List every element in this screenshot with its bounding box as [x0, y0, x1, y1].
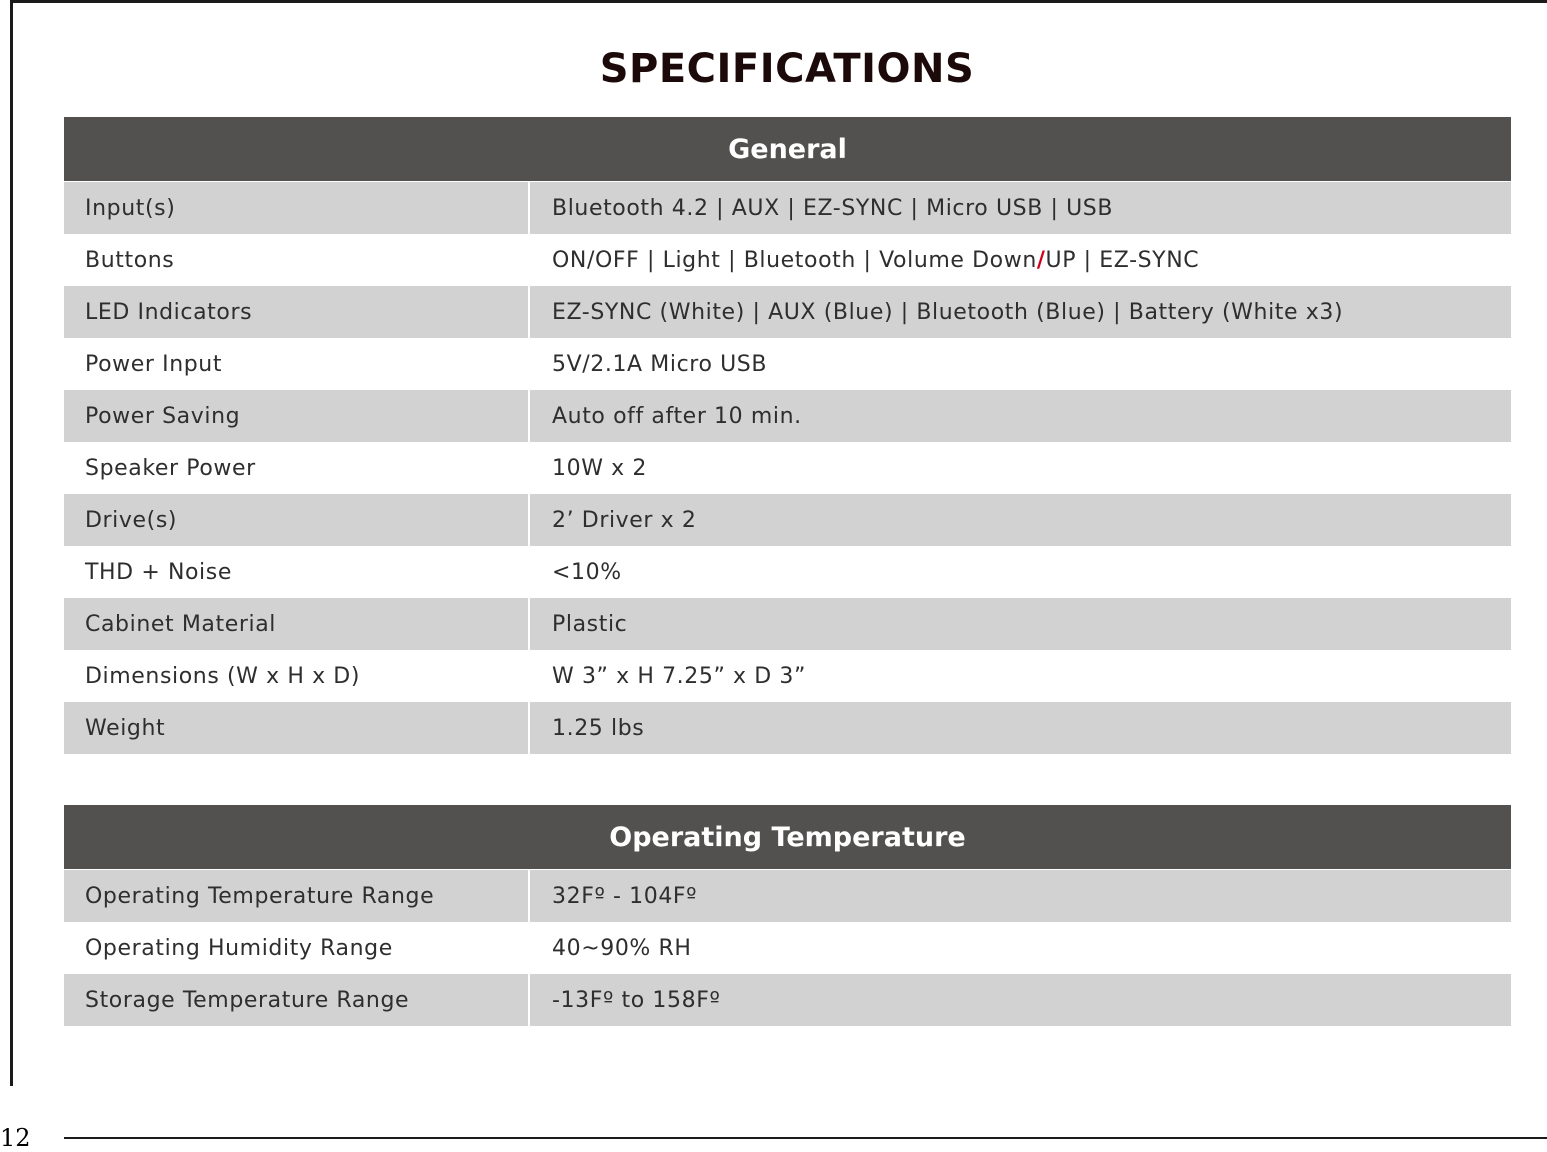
spec-value: 10W x 2 — [552, 455, 647, 481]
operating-temperature-section-header: Operating Temperature — [64, 805, 1511, 870]
page-number: 12 — [0, 1124, 31, 1152]
spec-value: Plastic — [530, 598, 1511, 650]
spec-value: 40~90% RH — [552, 935, 692, 961]
spec-value: 5V/2.1A Micro USB — [552, 351, 768, 377]
spec-row — [64, 974, 1511, 1026]
spec-label: Drive(s) — [64, 494, 528, 546]
spec-label: Buttons — [85, 247, 175, 273]
accent-slash: / — [1036, 247, 1046, 273]
footer-rule — [64, 1137, 1547, 1139]
spec-value: ON/OFF | Light | Bluetooth | Volume Down/UP | EZ-SYNC — [552, 247, 1200, 273]
operating-temperature-table — [64, 805, 1511, 1026]
spec-label: Operating Temperature Range — [64, 870, 528, 922]
general-section-header: General — [64, 117, 1511, 182]
spec-row — [64, 182, 1511, 234]
spec-row — [64, 922, 1511, 974]
spec-value: W 3” x H 7.25” x D 3” — [552, 663, 806, 689]
spec-row — [64, 702, 1511, 754]
spec-label: Speaker Power — [85, 455, 256, 481]
spec-value: EZ-SYNC (White) | AUX (Blue) | Bluetooth (Blue) | Battery (White x3) — [530, 286, 1511, 338]
spec-row — [64, 598, 1511, 650]
spec-label: Cabinet Material — [64, 598, 528, 650]
spec-row — [64, 338, 1511, 390]
spec-label: THD + Noise — [85, 559, 232, 585]
spec-label: LED Indicators — [64, 286, 528, 338]
spec-row — [64, 494, 1511, 546]
spec-row — [64, 286, 1511, 338]
spec-label: Weight — [64, 702, 528, 754]
spec-label: Storage Temperature Range — [64, 974, 528, 1026]
page-frame-top — [10, 0, 1547, 3]
general-spec-table — [64, 117, 1511, 754]
spec-value: 32Fº - 104Fº — [530, 870, 1511, 922]
spec-label: Operating Humidity Range — [85, 935, 393, 961]
spec-value: Auto off after 10 min. — [530, 390, 1511, 442]
spec-label: Power Saving — [64, 390, 528, 442]
spec-value: Bluetooth 4.2 | AUX | EZ-SYNC | Micro USB | USB — [530, 182, 1511, 234]
spec-label: Dimensions (W x H x D) — [85, 663, 361, 689]
spec-row — [64, 650, 1511, 702]
spec-value: <10% — [552, 559, 622, 585]
spec-value: 2’ Driver x 2 — [530, 494, 1511, 546]
spec-row — [64, 870, 1511, 922]
spec-row — [64, 546, 1511, 598]
page-frame-left — [10, 0, 13, 1086]
spec-label: Input(s) — [64, 182, 528, 234]
spec-row — [64, 442, 1511, 494]
spec-label: Power Input — [85, 351, 223, 377]
spec-value: 1.25 lbs — [530, 702, 1511, 754]
spec-value: -13Fº to 158Fº — [530, 974, 1511, 1026]
page-title: SPECIFICATIONS — [599, 46, 975, 92]
spec-row — [64, 234, 1511, 286]
spec-value-buttons — [530, 234, 1511, 286]
spec-row — [64, 390, 1511, 442]
